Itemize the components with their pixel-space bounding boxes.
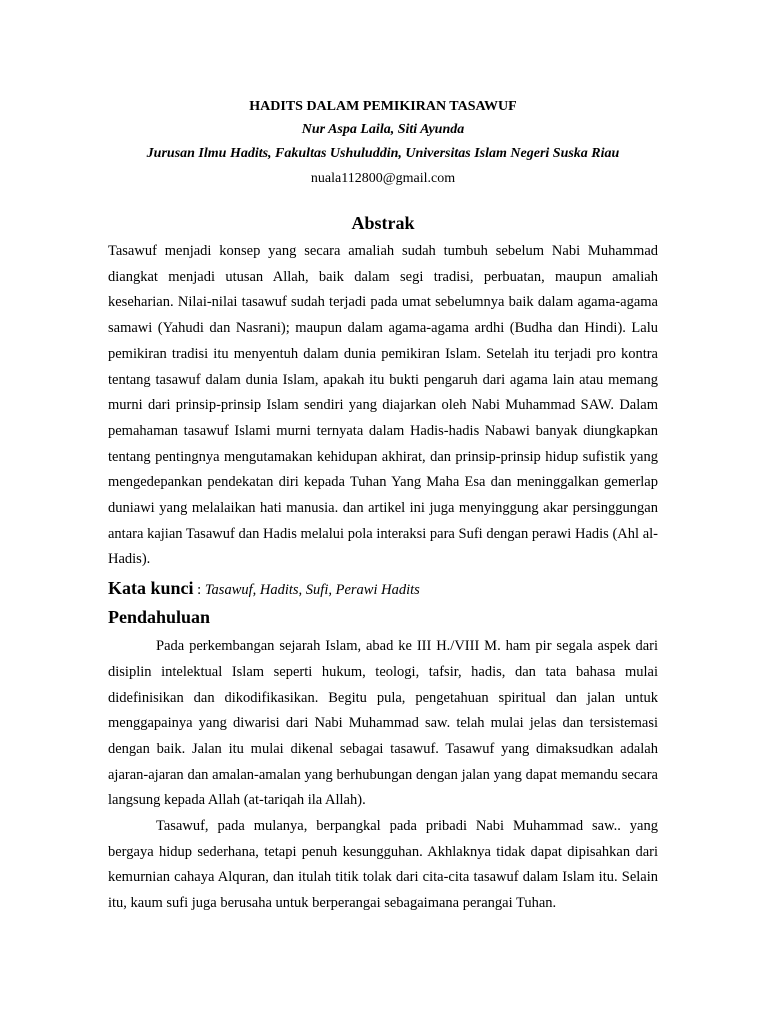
paper-authors: Nur Aspa Laila, Siti Ayunda xyxy=(301,122,465,137)
introduction-heading: Pendahuluan xyxy=(108,607,211,628)
document-page xyxy=(108,96,658,917)
abstract-heading: Abstrak xyxy=(351,213,415,233)
keywords-line xyxy=(108,575,658,603)
introduction-paragraph: Tasawuf, pada mulanya, berpangkal pada pribadi Nabi Muhammad saw.. yang bergaya hidup sederhana, tetapi penuh kesungguhan. Akhlaknya tidak dapat dipisahkan dari kemurnian cahaya Alquran, dan itulah titik tolak dari cita-cita tasawuf dalam Islam itu. Selain itu, kaum sufi juga berusaha untuk berperangai sebagaimana perangai Tuhan. xyxy=(108,818,658,912)
paper-header xyxy=(108,96,658,192)
paper-affiliation: Jurusan Ilmu Hadits, Fakultas Ushuluddin, Universitas Islam Negeri Suska Riau xyxy=(146,146,620,161)
keywords-separator: : xyxy=(193,582,205,599)
introduction-section xyxy=(108,605,658,917)
abstract-section xyxy=(108,212,658,603)
abstract-text: Tasawuf menjadi konsep yang secara amaliah sudah tumbuh sebelum Nabi Muhammad diangkat menjadi utusan Allah, baik dalam segi tradisi, perbuatan, maupun amaliah keseharian. Nilai-nilai tasawuf sudah terjadi pada umat sebelumnya baik dalam agama-agama samawi (Yahudi dan Nasrani); maupun dalam agama-agama ardhi (Budha dan Hindi). Lalu pemikiran tradisi itu menyentuh dalam dunia pemikiran Islam. Setelah itu terjadi pro kontra tentang tasawuf dalam dunia Islam, apakah itu bukti pengaruh dari agama lain atau memang murni dari prinsip-prinsip Islam sendiri yang diajarkan oleh Nabi Muhammad SAW. Dalam pemahaman tasawuf Islami murni ternyata dalam Hadis-hadis Nabawi banyak diungkapkan tentang pentingnya mengutamakan kehidupan akhirat, dan prinsip-prinsip hidup sufistik yang mengedepankan pendekatan diri kepada Tuhan Yang Maha Esa dan meninggalkan gemerlap duniawi yang melalaikan hati manusia. dan artikel ini juga menyinggung akar persinggungan antara kajian Tasawuf dan Hadis melalui pola interaksi para Sufi dengan perawi Hadis (Ahl al-Hadis). xyxy=(108,243,658,568)
keywords-label: Kata kunci xyxy=(108,578,194,599)
paper-title: HADITS DALAM PEMIKIRAN TASAWUF xyxy=(249,99,517,114)
introduction-paragraph: Pada perkembangan sejarah Islam, abad ke III H./VIII M. ham pir segala aspek dari disiplin intelektual Islam seperti hukum, teologi, tafsir, hadis, dan tata bahasa mulai didefinisikan dan dikodifikasikan. Begitu pula, pengetahuan spiritual dan jalan untuk menggapainya yang diwarisi dari Nabi Muhammad saw. telah mulai jelas dan tersistemasi dengan baik. Jalan itu mulai dikenal sebagai tasawuf. Tasawuf yang dimaksudkan adalah ajaran-ajaran dan amalan-amalan yang berhubungan dengan jalan yang dapat memandu secara langsung kepada Allah (at-tariqah ila Allah). xyxy=(108,638,658,809)
keywords-terms: Tasawuf, Hadits, Sufi, Perawi Hadits xyxy=(204,582,420,599)
author-email: nuala112800@gmail.com xyxy=(310,171,456,186)
